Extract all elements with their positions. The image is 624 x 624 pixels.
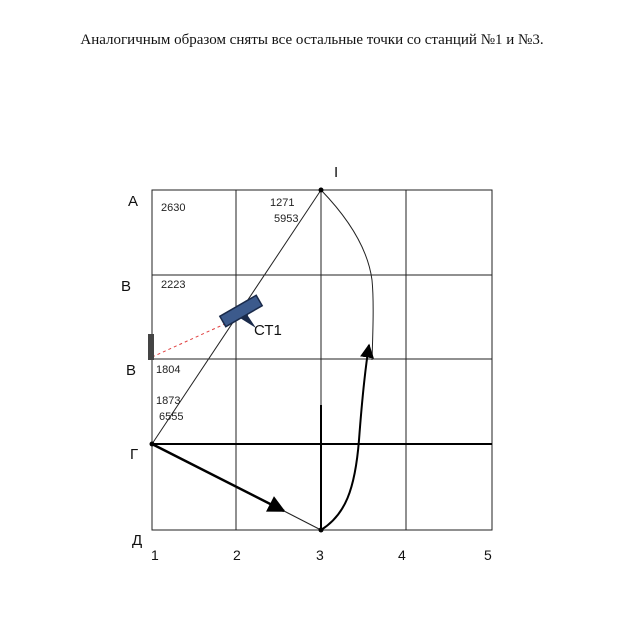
arrow-g-to-d xyxy=(152,444,284,511)
row-label-g: Г xyxy=(130,446,139,463)
cell-text-d-left-2: 6555 xyxy=(159,411,184,423)
line-arrow-tail xyxy=(284,511,321,530)
col-label-3: 3 xyxy=(316,547,324,563)
row-label-d: Д xyxy=(132,532,143,549)
cell-text-a-left: 2630 xyxy=(161,202,186,214)
cell-text-d-left-1: 1873 xyxy=(156,395,181,407)
col-label-1: 1 xyxy=(151,547,159,563)
point-g xyxy=(150,442,155,447)
col-label-5: 5 xyxy=(484,547,492,563)
col-label-2: 2 xyxy=(233,547,241,563)
cell-text-a-mid-1: 1271 xyxy=(270,197,295,209)
cell-text-c-left: 1804 xyxy=(156,364,181,376)
col-label-4: 4 xyxy=(398,547,406,563)
wall-marker xyxy=(148,334,154,360)
row-label-a: А xyxy=(128,193,139,210)
cell-text-b-left: 2223 xyxy=(161,279,186,291)
row-label-b2: В xyxy=(126,362,137,379)
top-mark: I xyxy=(334,164,339,181)
point-top xyxy=(319,188,324,193)
cell-text-a-mid-2: 5953 xyxy=(274,213,299,225)
point-d xyxy=(319,528,324,533)
row-label-b1: В xyxy=(121,278,132,295)
caption: Аналогичным образом сняты все остальные точки со станций №1 и №3. xyxy=(80,32,544,48)
station-label: СТ1 xyxy=(254,322,282,339)
route-curve-lower-arrow xyxy=(321,345,369,530)
